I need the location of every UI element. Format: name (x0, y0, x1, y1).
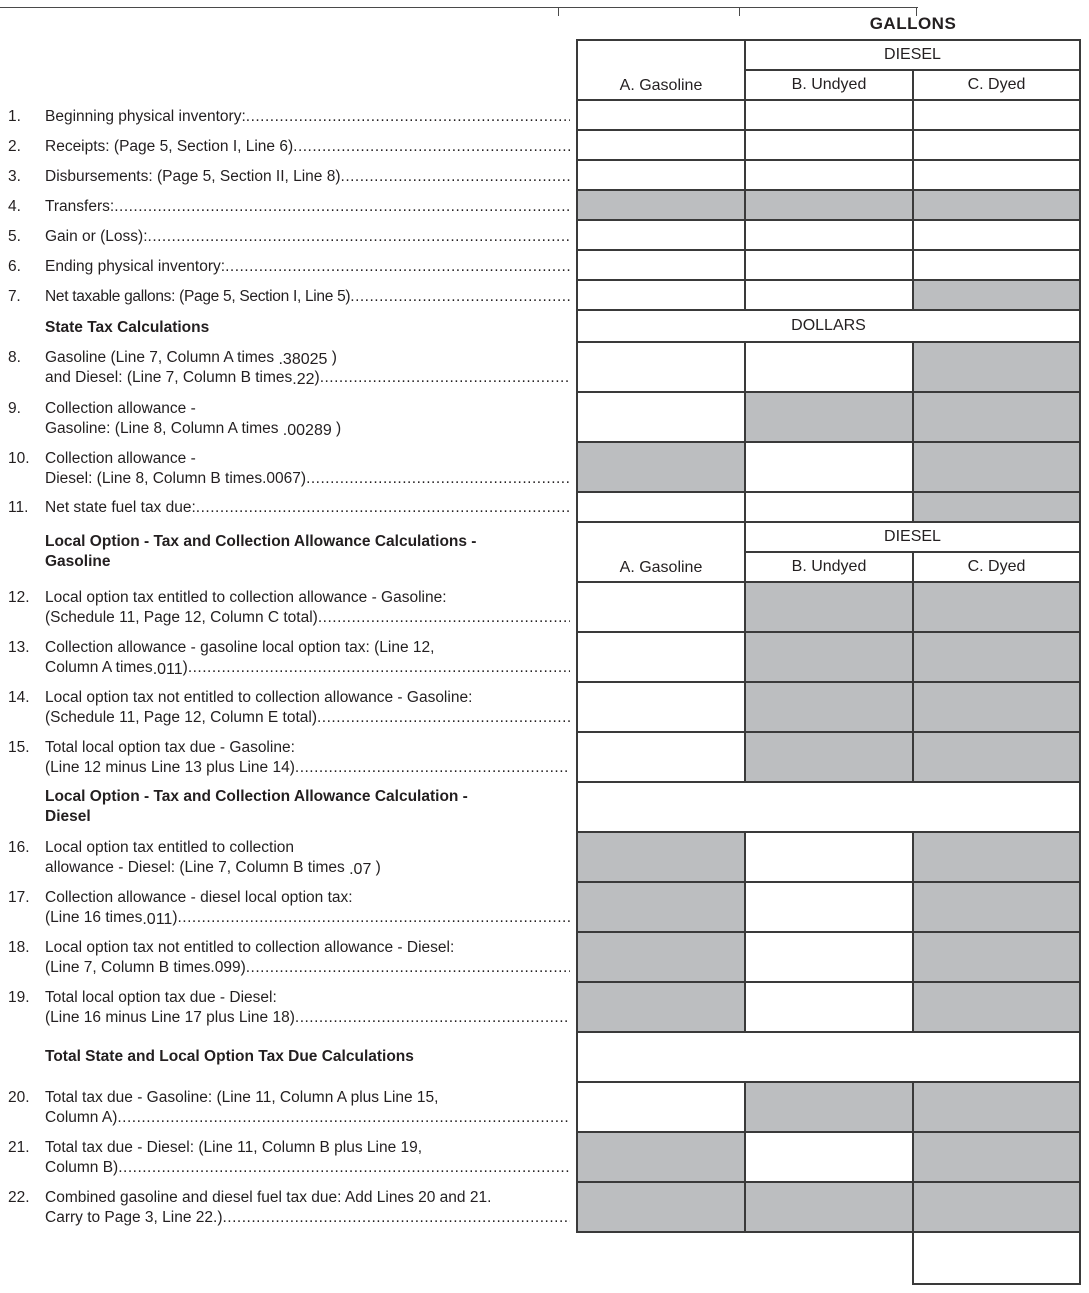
line-5-col-c-field[interactable] (912, 219, 1081, 251)
shaded-cell (576, 189, 746, 221)
line-2-col-c-field[interactable] (912, 129, 1081, 161)
line-6-col-c-field[interactable] (912, 249, 1081, 281)
top-border-divider (739, 8, 740, 16)
line-number: 15. (8, 739, 30, 756)
line-text: (Line 16 minus Line 17 plus Line 18) (45, 1009, 295, 1026)
line-17-col-b-field[interactable] (744, 881, 914, 933)
line-1-col-b-field[interactable] (744, 99, 914, 131)
line-6-col-a-field[interactable] (576, 249, 746, 281)
shaded-cell (912, 1131, 1081, 1183)
blank-header-band (576, 781, 1081, 833)
line-text: Ending physical inventory: (45, 258, 226, 275)
diesel-label: DIESEL (884, 46, 941, 63)
line-text: Total local option tax due - Diesel: (45, 989, 277, 1006)
line-number: 5. (8, 228, 21, 245)
line-number: 18. (8, 939, 30, 956)
line-text: ) (240, 959, 246, 976)
line-number: 3. (8, 168, 21, 185)
shaded-cell (744, 391, 914, 443)
line-text: ) (300, 470, 307, 487)
shaded-cell (744, 1081, 914, 1133)
section-title: Diesel (45, 808, 91, 825)
line-text: Diesel: (Line 8, Column B times (45, 470, 263, 487)
shaded-cell (912, 1181, 1081, 1233)
section-title: Local Option - Tax and Collection Allowance Calculation - (45, 788, 468, 805)
blank-header-band (576, 1031, 1081, 1083)
line-20-col-a-field[interactable] (576, 1081, 746, 1133)
line-text: Total local option tax due - Gasoline: (45, 739, 295, 756)
line-number: 4. (8, 198, 21, 215)
rate-value: .22 (292, 371, 315, 388)
shaded-cell (912, 581, 1081, 633)
rate-value: .0067 (262, 470, 301, 487)
shaded-cell (912, 881, 1081, 933)
line-text: Combined gasoline and diesel fuel tax due: Add Lines 20 and 21. (45, 1189, 492, 1206)
line-text: allowance - Diesel: (Line 7, Column B times (45, 859, 350, 876)
line-7-col-a-field[interactable] (576, 279, 746, 311)
line-text: Net state fuel tax due: (45, 499, 196, 516)
line-text: Local option tax not entitled to collection allowance - Diesel: (45, 939, 455, 956)
line-text: ) (331, 420, 342, 437)
line-number: 11. (8, 499, 29, 516)
shaded-cell (576, 831, 746, 883)
shaded-cell (912, 831, 1081, 883)
col-c-header (912, 551, 1081, 583)
shaded-cell (744, 189, 914, 221)
section-title: Local Option - Tax and Collection Allowance Calculations - (45, 533, 477, 550)
line-text: Local option tax entitled to collection allowance - Gasoline: (45, 589, 447, 606)
line-14-col-a-field[interactable] (576, 681, 746, 733)
line-21-col-b-field[interactable] (744, 1131, 914, 1183)
line-text: Disbursements: (Page 5, Section II, Line 8) (45, 168, 341, 185)
line-text: Gasoline (Line 7, Column A times (45, 349, 279, 366)
line-text: Gasoline: (Line 8, Column A times (45, 420, 283, 437)
shaded-cell (576, 981, 746, 1033)
line-number: 13. (8, 639, 30, 656)
line-11-col-a-field[interactable] (576, 491, 746, 523)
diesel-header (744, 521, 1081, 553)
line-8-col-b-field[interactable] (744, 341, 914, 393)
line-number: 17. (8, 889, 30, 906)
line-text: (Schedule 11, Page 12, Column E total) (45, 709, 317, 726)
rate-value: .07 (349, 861, 372, 878)
section-title: Total State and Local Option Tax Due Calculations (45, 1048, 414, 1065)
col-c-label: C. Dyed (967, 76, 1026, 93)
col-a-header (576, 39, 746, 101)
line-16-col-b-field[interactable] (744, 831, 914, 883)
line-text: ) (314, 369, 320, 386)
line-1-col-a-field[interactable] (576, 99, 746, 131)
line-number: 21. (8, 1139, 30, 1156)
line-text: Total tax due - Diesel: (Line 11, Column B plus Line 19, (45, 1139, 423, 1156)
line-5-col-b-field[interactable] (744, 219, 914, 251)
shaded-cell (912, 981, 1081, 1033)
line-text: Net taxable gallons: (Page 5, Section I, Line 5) (45, 288, 351, 305)
shaded-cell (912, 491, 1081, 523)
shaded-cell (576, 1131, 746, 1183)
line-text: Transfers: (45, 198, 115, 215)
col-a-label: A. Gasoline (619, 77, 703, 94)
line-2-col-a-field[interactable] (576, 129, 746, 161)
line-5-col-a-field[interactable] (576, 219, 746, 251)
line-18-col-b-field[interactable] (744, 931, 914, 983)
line-3-col-b-field[interactable] (744, 159, 914, 191)
shaded-cell (576, 881, 746, 933)
line-10-col-b-field[interactable] (744, 441, 914, 493)
col-a-header (576, 521, 746, 583)
line-number: 10. (8, 450, 30, 467)
dollars-label: DOLLARS (791, 317, 866, 334)
line-13-col-a-field[interactable] (576, 631, 746, 683)
col-a-label: A. Gasoline (619, 559, 703, 576)
line-text: Carry to Page 3, Line 22.) (45, 1209, 223, 1226)
line-3-col-a-field[interactable] (576, 159, 746, 191)
line-number: 19. (8, 989, 30, 1006)
section-title: State Tax Calculations (45, 319, 210, 336)
line-2-col-b-field[interactable] (744, 129, 914, 161)
col-b-label: B. Undyed (791, 558, 867, 575)
line-8-col-a-field[interactable] (576, 341, 746, 393)
line-text: (Line 7, Column B times (45, 959, 211, 976)
shaded-cell (912, 391, 1081, 443)
line-11-col-b-field[interactable] (744, 491, 914, 523)
shaded-cell (912, 681, 1081, 733)
shaded-cell (576, 1181, 746, 1233)
col-b-header (744, 551, 914, 583)
line-text: and Diesel: (Line 7, Column B times (45, 369, 293, 386)
gallons-heading: GALLONS (869, 14, 957, 33)
shaded-cell (744, 631, 914, 683)
shaded-cell (912, 341, 1081, 393)
col-c-label: C. Dyed (967, 558, 1026, 575)
line-number: 1. (8, 108, 21, 125)
diesel-header (744, 39, 1081, 71)
top-border-divider (558, 8, 559, 16)
shaded-cell (912, 931, 1081, 983)
line-text: Collection allowance - gasoline local option tax: (Line 12, (45, 639, 435, 656)
line-number: 16. (8, 839, 30, 856)
line-text: Column A) (45, 1109, 118, 1126)
line-text: ) (172, 909, 178, 926)
rate-value: .099 (210, 959, 241, 976)
line-text: Collection allowance - (45, 400, 196, 417)
line-6-col-b-field[interactable] (744, 249, 914, 281)
col-b-label: B. Undyed (791, 76, 867, 93)
shaded-cell (576, 441, 746, 493)
dollars-header (576, 309, 1081, 343)
line-text: Collection allowance - (45, 450, 196, 467)
line-number: 22. (8, 1189, 30, 1206)
line-text: Gain or (Loss): (45, 228, 148, 245)
line-22-total-field[interactable] (912, 1231, 1081, 1285)
line-12-col-a-field[interactable] (576, 581, 746, 633)
line-1-col-c-field[interactable] (912, 99, 1081, 131)
line-text: Local option tax not entitled to collection allowance - Gasoline: (45, 689, 473, 706)
line-text: (Line 12 minus Line 13 plus Line 14) (45, 759, 295, 776)
shaded-cell (912, 631, 1081, 683)
shaded-cell (912, 189, 1081, 221)
line-number: 8. (8, 349, 21, 366)
line-9-col-a-field[interactable] (576, 391, 746, 443)
shaded-cell (912, 441, 1081, 493)
line-number: 12. (8, 589, 30, 606)
line-text: Local option tax entitled to collection (45, 839, 295, 856)
line-text: Column B) (45, 1159, 119, 1176)
line-text: Total tax due - Gasoline: (Line 11, Column A plus Line 15, (45, 1089, 439, 1106)
diesel-label: DIESEL (884, 528, 941, 545)
shaded-cell (744, 581, 914, 633)
rate-value: .011 (152, 661, 183, 678)
col-b-header (744, 69, 914, 101)
line-number: 9. (8, 400, 21, 417)
shaded-cell (912, 731, 1081, 783)
line-text: Beginning physical inventory: (45, 108, 246, 125)
line-19-col-b-field[interactable] (744, 981, 914, 1033)
line-7-col-b-field[interactable] (744, 279, 914, 311)
section-title: Gasoline (45, 553, 111, 570)
shaded-cell (912, 1081, 1081, 1133)
shaded-cell (912, 279, 1081, 311)
top-border-line (0, 7, 918, 8)
line-number: 6. (8, 258, 21, 275)
line-3-col-c-field[interactable] (912, 159, 1081, 191)
line-text: ) (371, 859, 381, 876)
shaded-cell (744, 731, 914, 783)
shaded-cell (744, 681, 914, 733)
line-text: Receipts: (Page 5, Section I, Line 6) (45, 138, 294, 155)
line-text: ) (327, 349, 337, 366)
line-text: Collection allowance - diesel local option tax: (45, 889, 353, 906)
line-number: 20. (8, 1089, 30, 1106)
line-text: ) (182, 659, 188, 676)
line-text: (Line 16 times (45, 909, 143, 926)
rate-value: .00289 (282, 422, 332, 439)
col-c-header (912, 69, 1081, 101)
line-text: Column A times (45, 659, 153, 676)
rate-value: .011 (142, 911, 173, 928)
shaded-cell (576, 931, 746, 983)
line-number: 7. (8, 288, 21, 305)
line-text: (Schedule 11, Page 12, Column C total) (45, 609, 318, 626)
shaded-cell (744, 1181, 914, 1233)
line-15-col-a-field[interactable] (576, 731, 746, 783)
line-number: 14. (8, 689, 30, 706)
line-number: 2. (8, 138, 21, 155)
rate-value: .38025 (278, 351, 328, 368)
